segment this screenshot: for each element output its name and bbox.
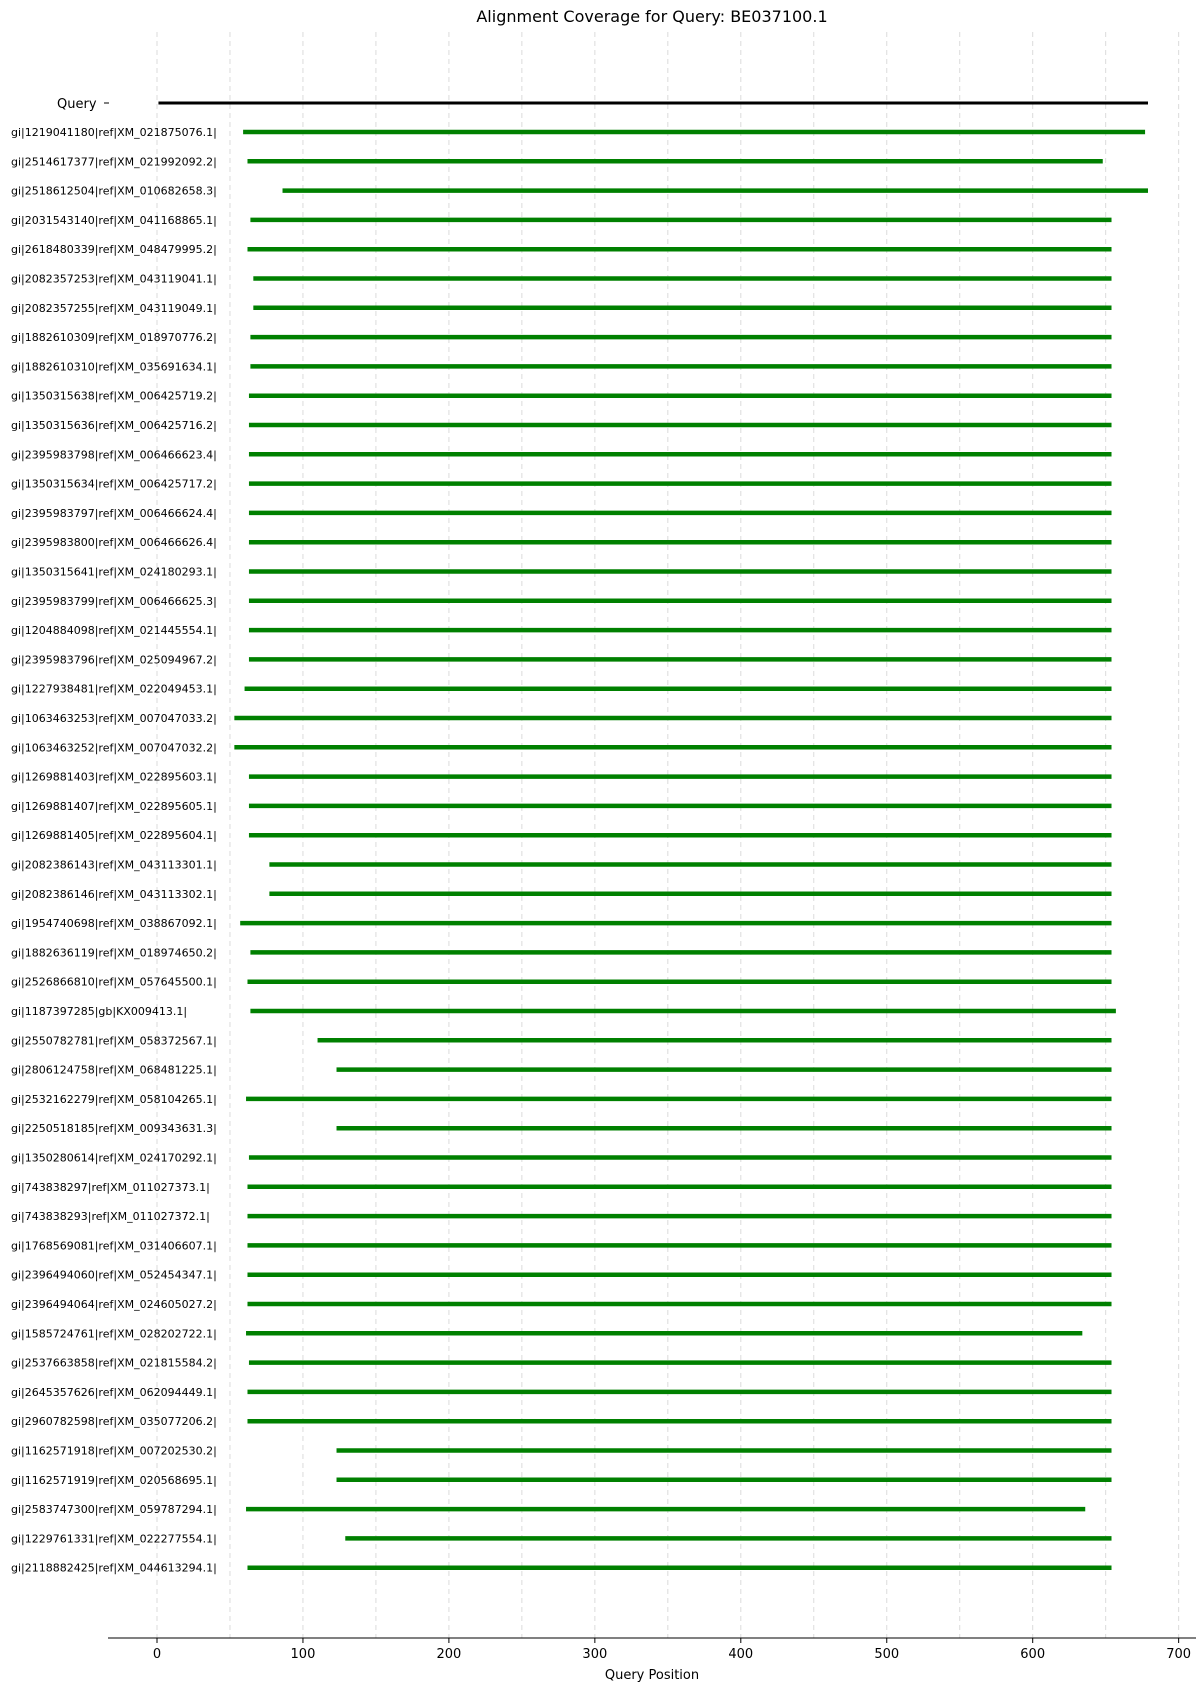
hit-label: gi|1882636119|ref|XM_018974650.2| [11,946,217,960]
hit-label: gi|1585724761|ref|XM_028202722.1| [11,1327,217,1341]
hit-label: gi|2395983797|ref|XM_006466624.4| [11,506,217,520]
hit-label: gi|1882610309|ref|XM_018970776.2| [11,331,217,345]
hit-label: gi|1350315636|ref|XM_006425716.2| [11,419,217,432]
hit-label: gi|1350315634|ref|XM_006425717.2| [11,477,217,491]
hit-label: gi|2395983800|ref|XM_006466626.4| [11,536,217,550]
hit-label: gi|2031543140|ref|XM_041168865.1| [11,213,217,227]
hit-label: gi|1269881403|ref|XM_022895603.1| [11,770,217,784]
hit-label: gi|2082386146|ref|XM_043113302.1| [11,887,217,901]
x-tick-label: 400 [728,1647,754,1662]
hit-label: gi|2082357255|ref|XM_043119049.1| [11,301,217,315]
hit-label: gi|2395983799|ref|XM_006466625.3| [11,594,217,608]
x-axis-label: Query Position [604,1668,700,1683]
hit-labels [11,97,217,1575]
hit-label: gi|2396494060|ref|XM_052454347.1| [11,1268,217,1282]
hit-label: gi|1227938481|ref|XM_022049453.1| [11,682,217,696]
hit-label: gi|1954740698|ref|XM_038867092.1| [11,917,217,931]
hit-label: gi|1162571918|ref|XM_007202530.2| [11,1444,217,1458]
hit-label: gi|2618480339|ref|XM_048479995.2| [11,243,217,257]
hit-label: gi|2550782781|ref|XM_058372567.1| [11,1034,217,1048]
hit-label: gi|1162571919|ref|XM_020568695.1| [11,1473,217,1487]
hit-label: gi|2537663858|ref|XM_021815584.2| [11,1356,217,1370]
hit-label: gi|2396494064|ref|XM_024605027.2| [11,1298,217,1311]
x-tick-label: 100 [290,1647,316,1662]
hit-label: gi|2583747300|ref|XM_059787294.1| [11,1503,217,1517]
hit-label: gi|1204884098|ref|XM_021445554.1| [11,624,217,638]
hit-label: gi|1229761331|ref|XM_022277554.1| [11,1532,217,1546]
hit-label: gi|1187397285|gb|KX009413.1| [11,1005,188,1018]
x-tick-label: 200 [436,1647,462,1662]
chart-title: Alignment Coverage for Query: BE037100.1 [476,7,828,26]
hit-label: gi|2082357253|ref|XM_043119041.1| [11,272,217,286]
hit-label: gi|2514617377|ref|XM_021992092.2| [11,155,217,169]
hit-label: gi|2082386143|ref|XM_043113301.1| [11,858,217,872]
hit-label: gi|1350315641|ref|XM_024180293.1| [11,565,217,579]
hit-label: gi|1350280614|ref|XM_024170292.1| [11,1151,217,1165]
hit-label: gi|2518612504|ref|XM_010682658.3| [11,184,217,198]
x-tick-label: 700 [1166,1647,1192,1662]
x-tick-label: 500 [874,1647,900,1662]
hit-label: gi|2806124758|ref|XM_068481225.1| [11,1063,217,1077]
hit-label: gi|1882610310|ref|XM_035691634.1| [11,360,217,374]
hit-label: gi|2250518185|ref|XM_009343631.3| [11,1122,217,1136]
hit-label: gi|1219041180|ref|XM_021875076.1| [11,126,217,139]
hit-label: gi|2960782598|ref|XM_035077206.2| [11,1415,217,1429]
x-tick-label: 0 [152,1647,162,1662]
hit-label: gi|2532162279|ref|XM_058104265.1| [11,1092,217,1106]
x-tick-label: 300 [582,1647,608,1662]
hit-label: gi|2395983798|ref|XM_006466623.4| [11,448,217,462]
hit-label: gi|1269881405|ref|XM_022895604.1| [11,829,217,843]
hit-label: gi|743838297|ref|XM_011027373.1| [11,1180,210,1194]
hit-label: gi|743838293|ref|XM_011027372.1| [11,1210,210,1224]
hit-label: gi|2645357626|ref|XM_062094449.1| [11,1385,217,1399]
hit-label: gi|1768569081|ref|XM_031406607.1| [11,1239,217,1253]
hit-label: gi|1063463253|ref|XM_007047033.2| [11,712,217,725]
x-axis [108,1638,1196,1662]
hit-label: gi|2526866810|ref|XM_057645500.1| [11,975,217,989]
hit-label: gi|2118882425|ref|XM_044613294.1| [11,1561,217,1575]
x-tick-label: 600 [1020,1647,1046,1662]
hit-label: gi|1269881407|ref|XM_022895605.1| [11,799,217,813]
hit-label: gi|2395983796|ref|XM_025094967.2| [11,653,217,667]
hit-label: gi|1350315638|ref|XM_006425719.2| [11,389,217,403]
query-label: Query [57,97,97,112]
coverage-bars [158,103,1148,1568]
hit-label: gi|1063463252|ref|XM_007047032.2| [11,741,217,755]
